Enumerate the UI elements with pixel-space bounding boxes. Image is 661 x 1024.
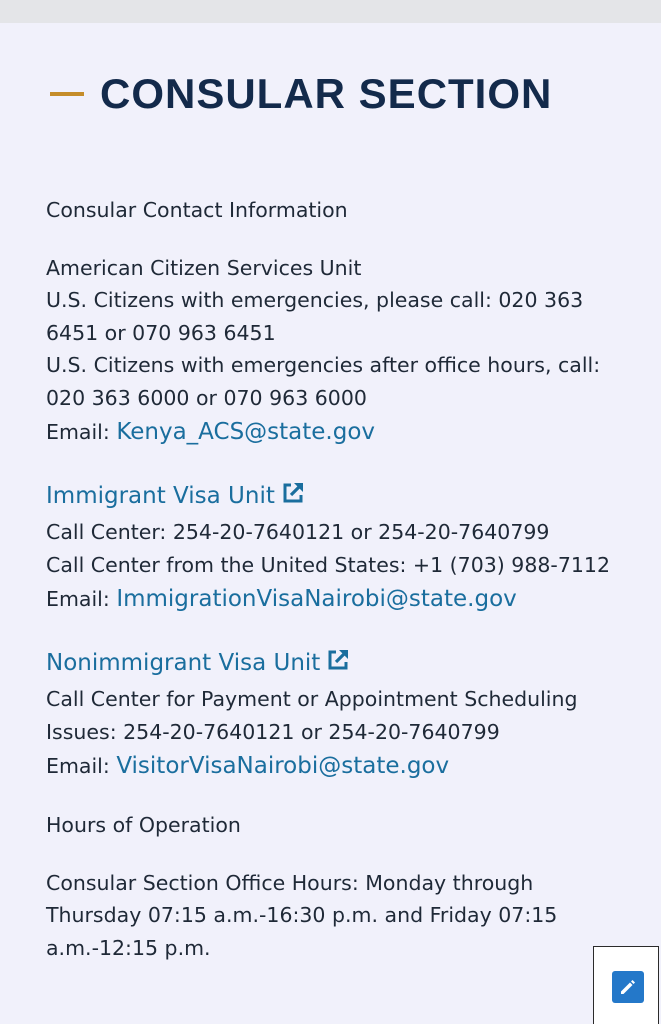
nonimmigrant-email-line: [46, 748, 616, 784]
consular-content: [46, 194, 616, 964]
page-title: CONSULAR SECTION: [100, 70, 553, 117]
pencil-icon: [618, 977, 638, 997]
acs-emergency-phone: U.S. Citizens with emergencies, please call: 020 363 6451 or 070 963 6451: [46, 288, 584, 345]
immigrant-call-center-us: Call Center from the United States: +1 (703) 988-7112: [46, 552, 610, 577]
spacer: [46, 227, 616, 252]
external-link-icon[interactable]: [281, 480, 305, 516]
immigrant-unit-heading: [46, 478, 616, 516]
nonimmigrant-email-label: Email:: [46, 754, 117, 778]
header-accent-dash: [50, 92, 84, 96]
immigrant-email-line: [46, 581, 616, 617]
section-header: [50, 72, 552, 116]
acs-email-label: Email:: [46, 420, 117, 444]
immigrant-call-center: Call Center: 254-20-7640121 or 254-20-7640799: [46, 520, 550, 544]
edit-widget: [593, 946, 659, 1024]
nonimmigrant-visa-unit-link[interactable]: Nonimmigrant Visa Unit: [46, 650, 321, 676]
edit-button[interactable]: [612, 971, 644, 1003]
contact-heading: Consular Contact Information: [46, 198, 348, 222]
spacer: [46, 450, 616, 478]
immigrant-email-link[interactable]: ImmigrationVisaNairobi@state.gov: [116, 586, 517, 612]
office-hours-text: Consular Section Office Hours: Monday through Thursday 07:15 a.m.-16:30 p.m. and Friday 07:15 a.m.-12:15 p.m.: [46, 870, 558, 960]
acs-email-line: [46, 414, 616, 450]
immigrant-email-label: Email:: [46, 587, 117, 611]
external-link-icon[interactable]: [326, 647, 350, 683]
browser-top-bar: [0, 0, 661, 23]
spacer: [46, 617, 616, 645]
acs-after-hours-phone: U.S. Citizens with emergencies after office hours, call: 020 363 6000 or 070 963 6000: [46, 353, 601, 410]
spacer: [46, 784, 616, 809]
immigrant-visa-unit-link[interactable]: Immigrant Visa Unit: [46, 483, 275, 509]
nonimmigrant-email-link[interactable]: VisitorVisaNairobi@state.gov: [116, 753, 450, 779]
hours-heading: Hours of Operation: [46, 813, 241, 837]
acs-email-link[interactable]: Kenya_ACS@state.gov: [116, 419, 376, 445]
acs-unit-name: American Citizen Services Unit: [46, 255, 362, 280]
nonimmigrant-unit-heading: [46, 645, 616, 683]
nonimmigrant-call-center: Call Center for Payment or Appointment Scheduling Issues: 254-20-7640121 or 254-20-7640799: [46, 687, 578, 744]
spacer: [46, 842, 616, 867]
